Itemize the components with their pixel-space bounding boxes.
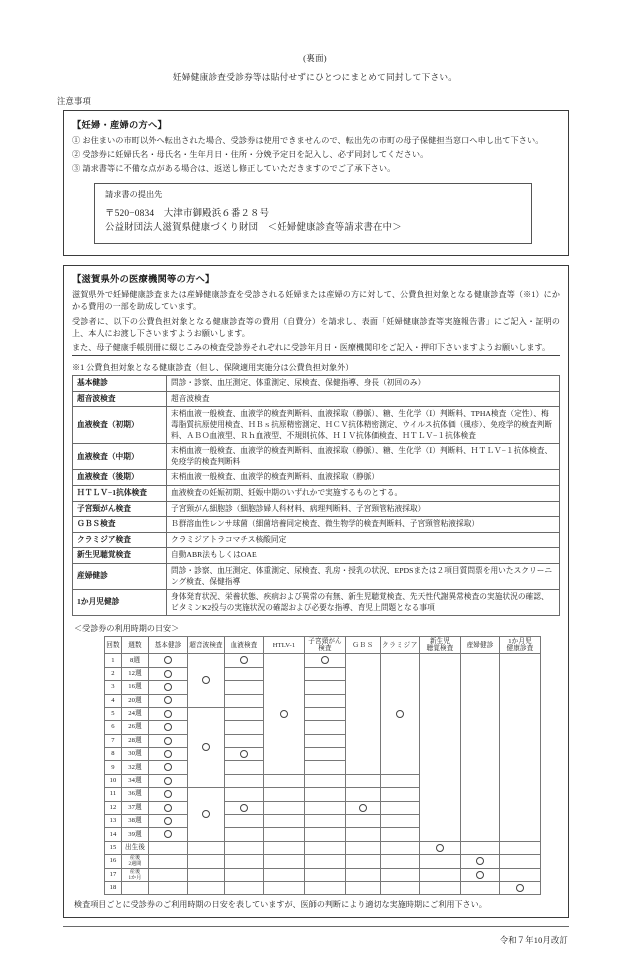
pregnant-notice-item: ③ 請求書等に不備な点がある場合は、返送し修正していただきますのでご了承下さい。 [72,163,396,173]
exam-row [73,485,560,501]
check-circle-icon [516,884,524,892]
schedule-row [105,654,541,667]
schedule-basic-checkup-cell [149,828,188,841]
schedule-visit-number: 18 [105,882,122,895]
schedule-blood-test-cell [225,855,264,868]
schedule-ultrasound-cell [188,882,225,895]
schedule-week: 20週 [122,694,149,707]
schedule-week: 出生後 [122,841,149,854]
schedule-newborn-hearing-cell [420,855,461,868]
schedule-visit-number: 16 [105,855,122,868]
check-circle-icon [164,777,172,785]
schedule-blood-test-cell [225,707,264,720]
exam-row [73,548,560,564]
schedule-gbs-cell [346,882,381,895]
schedule-htlv-cell [264,815,305,828]
exam-row [73,470,560,486]
schedule-visit-number: 7 [105,734,122,747]
schedule-basic-checkup-cell [149,815,188,828]
check-circle-icon [164,804,172,812]
schedule-newborn-hearing-cell [420,654,461,841]
revision-date: 令和７年10月改訂 [499,936,568,946]
schedule-footnote: 検査項目ごとに受診券のご利用時期の日安を表していますが、医師の判断により適切な実施時期にご利用下さい。 [74,900,487,910]
schedule-one-month-checkup-cell [500,855,541,868]
schedule-week: 36週 [122,788,149,801]
exam-name: 産婦健診 [73,563,167,589]
schedule-col-header: 週数 [122,637,149,654]
schedule-cervical-cancer-cell [305,748,346,761]
submission-address-line2: 公益財団法人滋賀県健康づくり財団 ＜妊婦健康診査等請求書在中＞ [105,223,402,234]
schedule-visit-number: 3 [105,681,122,694]
exam-detail: 自動ABR法もしくはOAE [167,548,560,564]
check-circle-icon [202,676,210,684]
schedule-cervical-cancer-cell [305,841,346,854]
examination-definition-table [72,375,560,616]
exam-name: 子宮頸がん検査 [73,501,167,517]
schedule-gbs-cell [346,815,381,828]
exam-detail: Ｂ群溶血性レンサ球菌（細菌培養同定検査、微生物学的検査判断料、子宮頸管粘液採取） [167,517,560,533]
schedule-basic-checkup-cell [149,654,188,667]
check-circle-icon [164,763,172,771]
schedule-newborn-hearing-cell [420,841,461,854]
schedule-chlamydia-cell [381,815,420,828]
schedule-chlamydia-cell [381,855,420,868]
schedule-visit-number: 15 [105,841,122,854]
schedule-gbs-cell [346,788,381,801]
schedule-table-body [105,654,541,895]
schedule-basic-checkup-cell [149,774,188,787]
schedule-blood-test-cell [225,761,264,774]
schedule-row [105,841,541,854]
schedule-basic-checkup-cell [149,721,188,734]
schedule-basic-checkup-cell [149,694,188,707]
schedule-postpartum-checkup-cell [461,841,500,854]
exam-name: 血液検査（中期） [73,444,167,470]
coverage-note-text: 公費負担対象となる健康診査（但し、保険適用実施分は公費負担対象外） [86,363,354,373]
exam-name: 新生児聴覚検査 [73,548,167,564]
exam-name: 血液検査（初期） [73,407,167,444]
schedule-week: 産後 2週間 [122,855,149,868]
schedule-gbs-cell [346,654,381,775]
notes-label: 注意事項 [57,97,91,106]
schedule-blood-test-cell [225,774,264,787]
coverage-note [72,362,560,373]
schedule-ultrasound-cell [188,788,225,842]
check-circle-icon [164,830,172,838]
schedule-week: 12週 [122,667,149,680]
schedule-visit-number: 10 [105,774,122,787]
exam-name: ＧＢＳ検査 [73,517,167,533]
examination-table-body [73,376,560,616]
schedule-gbs-cell [346,774,381,787]
schedule-htlv-cell [264,855,305,868]
check-circle-icon [164,750,172,758]
schedule-blood-test-cell [225,654,264,667]
schedule-cervical-cancer-cell [305,681,346,694]
schedule-gbs-cell [346,855,381,868]
exam-row [73,391,560,407]
schedule-cervical-cancer-cell [305,654,346,667]
exam-name: クラミジア検査 [73,532,167,548]
check-circle-icon [359,804,367,812]
schedule-gbs-cell [346,841,381,854]
schedule-gbs-cell [346,868,381,881]
schedule-week: 34週 [122,774,149,787]
check-circle-icon [240,750,248,758]
schedule-blood-test-cell [225,828,264,841]
exam-detail: 子宮頸がん細胞診（細胞診婦人科材料、病理判断料、子宮頸管粘液採取） [167,501,560,517]
schedule-visit-number: 6 [105,721,122,734]
schedule-week: 37週 [122,801,149,814]
schedule-gbs-cell [346,828,381,841]
schedule-table [104,636,541,895]
exam-detail: 血液検査の妊娠初期、妊娠中期のいずれかで実施するものとする。 [167,485,560,501]
schedule-col-header: 新生児 聴覚検査 [420,637,461,654]
schedule-chlamydia-cell [381,868,420,881]
exam-row [73,590,560,616]
submission-label: 請求書の提出先 [105,190,163,200]
schedule-header-row [105,637,541,654]
exam-detail: 問診・診察、血圧測定、体重測定、尿検査、保健指導、身長（初回のみ） [167,376,560,392]
exam-row [73,532,560,548]
schedule-chlamydia-cell [381,654,420,775]
schedule-chlamydia-cell [381,801,420,814]
check-circle-icon [164,817,172,825]
schedule-col-header: 基本健診 [149,637,188,654]
exam-detail: 末梢血液一般検査、血液学的検査判断料、血液採取（静脈）、糖、生化学（Ⅰ）判断料、TPHA検査（定性）、梅毒脂質抗原使用検査、ＨＢｓ抗原精密測定、ＨＣＶ抗体精密測定、ウイルス抗体価（風疹）、免疫学的検査判断料、ＡＢＯ血液型、Ｒｈ血液型、不規則抗体、ＨＩＶ抗体価検査、ＨＴＬＶ−１抗体検査 [167,407,560,444]
schedule-postpartum-checkup-cell [461,868,500,881]
submission-address-line1: 〒520−0834 大津市御殿浜６番２８号 [105,209,270,220]
schedule-col-header: クラミジア [381,637,420,654]
schedule-blood-test-cell [225,815,264,828]
schedule-blood-test-cell [225,882,264,895]
schedule-basic-checkup-cell [149,748,188,761]
schedule-blood-test-cell [225,667,264,680]
schedule-visit-number: 14 [105,828,122,841]
exam-row [73,501,560,517]
schedule-newborn-hearing-cell [420,882,461,895]
schedule-basic-checkup-cell [149,734,188,747]
schedule-visit-number: 1 [105,654,122,667]
schedule-one-month-checkup-cell [500,868,541,881]
schedule-week: 26週 [122,721,149,734]
schedule-cervical-cancer-cell [305,694,346,707]
schedule-gbs-cell [346,801,381,814]
schedule-cervical-cancer-cell [305,828,346,841]
check-circle-icon [321,656,329,664]
exam-row [73,563,560,589]
exam-detail: 末梢血液一般検査、血液学的検査判断料、血液採取（静脈） [167,470,560,486]
schedule-visit-number: 17 [105,868,122,881]
schedule-visit-number: 4 [105,694,122,707]
exam-detail: 問診・診察、血圧測定、体重測定、尿検査、乳房・授乳の状況、EPDSまたは２項目質問票を用いたスクリーニング検査、保健指導 [167,563,560,589]
schedule-visit-number: 13 [105,815,122,828]
schedule-htlv-cell [264,774,305,787]
check-circle-icon [240,804,248,812]
schedule-postpartum-checkup-cell [461,855,500,868]
pregnant-notice-item: ① お住まいの市町以外へ転出された場合、受診券は使用できませんので、転出先の市町の母子保健担当窓口へ申し出て下さい。 [72,136,544,145]
check-circle-icon [164,683,172,691]
check-circle-icon [164,696,172,704]
schedule-ultrasound-cell [188,841,225,854]
schedule-chlamydia-cell [381,841,420,854]
check-circle-icon [164,710,172,718]
schedule-basic-checkup-cell [149,788,188,801]
check-circle-icon [164,670,172,678]
check-circle-icon [436,844,444,852]
check-circle-icon [164,723,172,731]
pregnant-notice-box [63,110,569,256]
schedule-ultrasound-cell [188,654,225,708]
schedule-basic-checkup-cell [149,761,188,774]
schedule-visit-number: 11 [105,788,122,801]
schedule-week: 32週 [122,761,149,774]
schedule-htlv-cell [264,654,305,775]
schedule-postpartum-checkup-cell [461,882,500,895]
footer-divider [63,926,569,927]
schedule-htlv-cell [264,828,305,841]
schedule-week: 16週 [122,681,149,694]
schedule-week: 38週 [122,815,149,828]
lead-instruction: 妊婦健康診査受診券等は貼付せずにひとつにまとめて同封して下さい。 [172,72,458,82]
schedule-visit-number: 9 [105,761,122,774]
schedule-ultrasound-cell [188,868,225,881]
schedule-visit-number: 5 [105,707,122,720]
schedule-basic-checkup-cell [149,882,188,895]
schedule-row [105,868,541,881]
schedule-cervical-cancer-cell [305,721,346,734]
schedule-cervical-cancer-cell [305,707,346,720]
check-circle-icon [164,737,172,745]
schedule-cervical-cancer-cell [305,815,346,828]
outside-paragraph-underlined: また、母子健康手帳別冊に綴じこみの検査受診券それぞれに受診年月日・医療機関印をご記入・押印下さいますようお願いします。 [72,342,560,356]
schedule-visit-number: 8 [105,748,122,761]
schedule-week: 産後 1か月 [122,868,149,881]
check-circle-icon [240,656,248,664]
schedule-cervical-cancer-cell [305,855,346,868]
outside-paragraph: 滋賀県外で妊婦健康診査または産婦健康診査を受診される妊婦または産婦の方に対して、公費負担対象となる健康診査等（※1）にかかる費用の一部を助成しています。 [72,290,560,312]
coverage-note-marker: ※1 [72,363,85,373]
schedule-chlamydia-cell [381,828,420,841]
check-circle-icon [202,810,210,818]
check-circle-icon [164,790,172,798]
submission-address-box [94,183,532,244]
schedule-postpartum-checkup-cell [461,654,500,841]
check-circle-icon [164,656,172,664]
schedule-cervical-cancer-cell [305,774,346,787]
schedule-one-month-checkup-cell [500,882,541,895]
schedule-basic-checkup-cell [149,801,188,814]
schedule-cervical-cancer-cell [305,882,346,895]
schedule-col-header: 1か月児 健康診査 [500,637,541,654]
schedule-cervical-cancer-cell [305,801,346,814]
schedule-table-wrapper [104,636,534,895]
schedule-visit-number: 2 [105,667,122,680]
schedule-htlv-cell [264,868,305,881]
schedule-basic-checkup-cell [149,841,188,854]
schedule-one-month-checkup-cell [500,654,541,841]
schedule-week: 39週 [122,828,149,841]
schedule-basic-checkup-cell [149,707,188,720]
schedule-col-header: 産婦健診 [461,637,500,654]
exam-row [73,407,560,444]
schedule-cervical-cancer-cell [305,761,346,774]
pregnant-notice-title: 【妊婦・産婦の方へ】 [72,121,167,131]
exam-row [73,444,560,470]
schedule-blood-test-cell [225,748,264,761]
schedule-col-header: 子宮頸がん 検査 [305,637,346,654]
schedule-caption: ＜受診券の利用時期の日安＞ [74,624,180,634]
schedule-newborn-hearing-cell [420,868,461,881]
schedule-col-header: 回数 [105,637,122,654]
exam-detail: 末梢血液一般検査、血液学的検査判断料、血液採取（静脈）、糖、生化学（Ⅰ）判断料、ＨＴＬＶ−１抗体検査、免疫学的検査判断料 [167,444,560,470]
schedule-table-head [105,637,541,654]
outside-institution-title: 【滋賀県外の医療機関等の方へ】 [72,275,215,286]
pregnant-notice-item: ② 受診券に妊婦氏名・母氏名・生年月日・住所・分娩予定日を記入し、必ず同封してください。 [72,149,429,159]
schedule-blood-test-cell [225,721,264,734]
schedule-week: 30週 [122,748,149,761]
schedule-htlv-cell [264,841,305,854]
schedule-blood-test-cell [225,694,264,707]
schedule-one-month-checkup-cell [500,841,541,854]
exam-detail: 身体発育状況、栄養状態、疾病および異常の有無、新生児聴覚検査、先天性代謝異常検査の実施状況の確認、ビタミンK2投与の実施状況の確認および必要な指導、育児上問題となる事項 [167,590,560,616]
outside-paragraph: 受診者に、以下の公費負担対象となる健康診査等の費用（自費分）を請求し、表面「妊婦健康診査等実施報告書」にご記入・証明の上、本人にお渡し下さいますようお願いします。 [72,316,560,338]
schedule-chlamydia-cell [381,774,420,787]
exam-row [73,376,560,392]
schedule-week: 24週 [122,707,149,720]
schedule-htlv-cell [264,788,305,801]
check-circle-icon [396,710,404,718]
document-page [0,52,630,954]
schedule-blood-test-cell [225,734,264,747]
schedule-blood-test-cell [225,841,264,854]
schedule-htlv-cell [264,882,305,895]
schedule-row [105,882,541,895]
schedule-basic-checkup-cell [149,855,188,868]
schedule-col-header: 血液検査 [225,637,264,654]
schedule-col-header: HTLV-1 [264,637,305,654]
schedule-ultrasound-cell [188,855,225,868]
schedule-col-header: 超音波検査 [188,637,225,654]
schedule-basic-checkup-cell [149,868,188,881]
schedule-basic-checkup-cell [149,667,188,680]
schedule-chlamydia-cell [381,882,420,895]
exam-name: 超音波検査 [73,391,167,407]
schedule-htlv-cell [264,801,305,814]
schedule-basic-checkup-cell [149,681,188,694]
schedule-week: 8週 [122,654,149,667]
schedule-cervical-cancer-cell [305,734,346,747]
schedule-ultrasound-cell [188,707,225,787]
schedule-cervical-cancer-cell [305,667,346,680]
exam-name: 血液検査（後期） [73,470,167,486]
schedule-week: 28週 [122,734,149,747]
exam-row [73,517,560,533]
schedule-blood-test-cell [225,868,264,881]
schedule-col-header: ＧＢＳ [346,637,381,654]
schedule-week [122,882,149,895]
side-label: (裏面) [303,53,327,63]
schedule-blood-test-cell [225,788,264,801]
schedule-visit-number: 12 [105,801,122,814]
schedule-cervical-cancer-cell [305,868,346,881]
schedule-blood-test-cell [225,681,264,694]
exam-name: ＨＴＬＶ−1抗体検査 [73,485,167,501]
exam-name: 1か月児健診 [73,590,167,616]
exam-detail: 超音波検査 [167,391,560,407]
check-circle-icon [280,710,288,718]
outside-institution-box [63,265,569,918]
check-circle-icon [202,743,210,751]
schedule-row [105,855,541,868]
exam-name: 基本健診 [73,376,167,392]
check-circle-icon [476,871,484,879]
schedule-blood-test-cell [225,801,264,814]
check-circle-icon [476,857,484,865]
schedule-cervical-cancer-cell [305,788,346,801]
schedule-chlamydia-cell [381,788,420,801]
exam-detail: クラミジアトラコマチス核酸同定 [167,532,560,548]
